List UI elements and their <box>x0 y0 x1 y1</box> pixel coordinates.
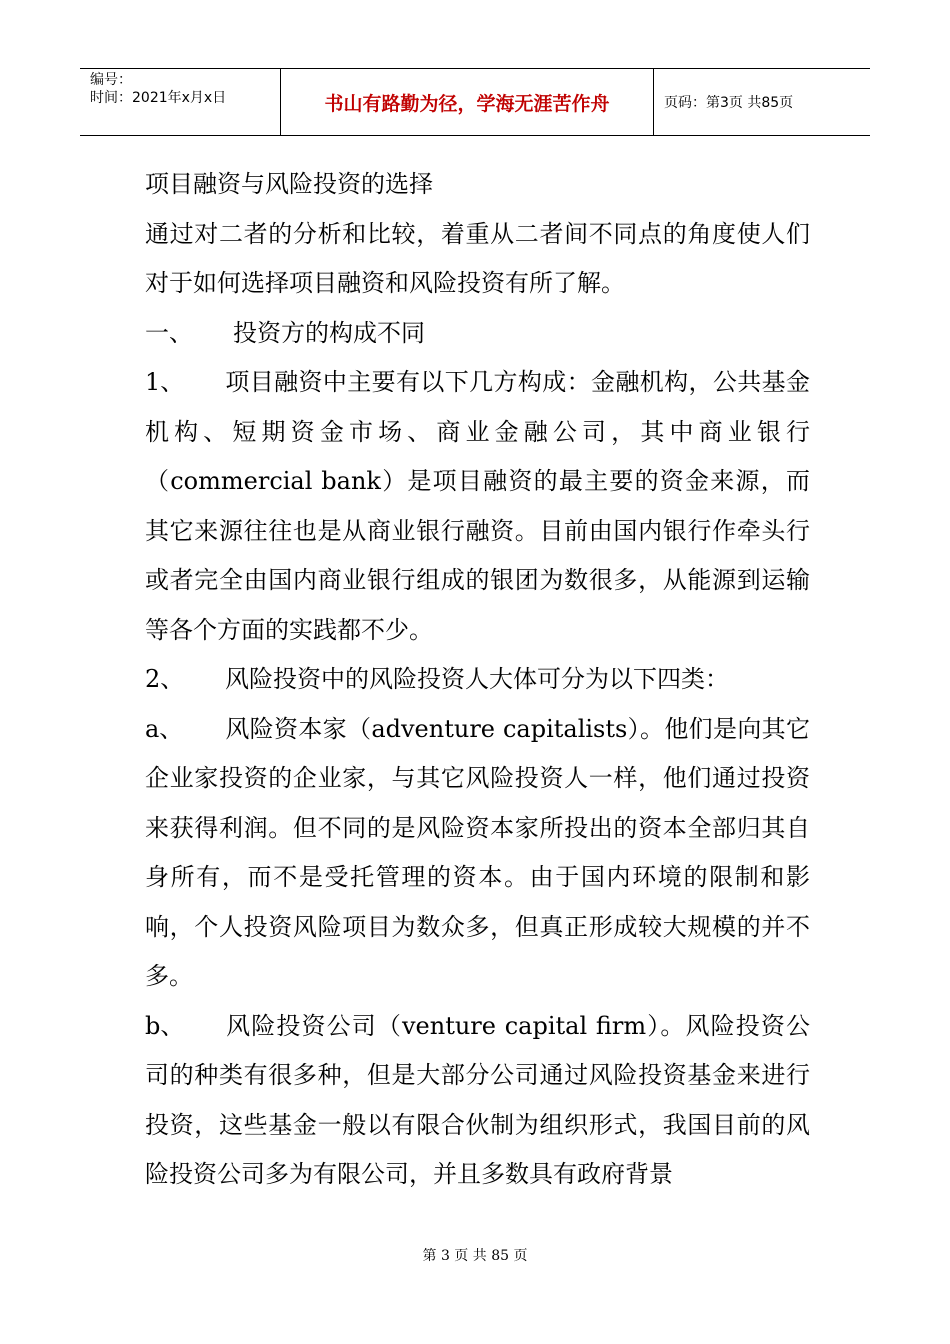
document-body <box>145 160 810 1200</box>
section-heading-1 <box>145 309 810 359</box>
list-item-b <box>145 1002 810 1200</box>
motto-text: 书山有路勤为径，学海无涯苦作舟 <box>324 92 610 115</box>
intro-paragraph: 通过对二者的分析和比较，着重从二者间不同点的角度使人们对于如何选择项目融资和风险投资有所了解。 <box>145 219 810 297</box>
list-item-2 <box>145 655 810 705</box>
section-number: 一、 <box>145 318 193 347</box>
section-title: 投资方的构成不同 <box>233 318 425 347</box>
list-item-number: 1、 <box>145 368 185 396</box>
list-item-text: 项目融资中主要有以下几方构成：金融机构，公共基金机构、短期资金市场、商业金融公司，其中商业银行（commercial bank）是项目融资的最主要的资金来源，而其它来源往往也是从商业银行融资。目前由国内银行作牵头行或者完全由国内商业银行组成的银团为数很多，从能源到运输等各个方面的实践都不少。 <box>145 368 810 644</box>
list-item-number: 2、 <box>145 665 185 693</box>
page-footer: 第 3 页 共 85 页 <box>422 1248 528 1264</box>
list-item-number: a、 <box>145 714 184 743</box>
list-item-1 <box>145 358 810 655</box>
list-item-text: 风险投资中的风险投资人大体可分为以下四类： <box>225 665 729 693</box>
list-item-text: 风险资本家（adventure capitalists）。他们是向其它企业家投资的企业家，与其它风险投资人一样，他们通过投资来获得利润。但不同的是风险资本家所投出的资本全部归其自身所有，而不是受托管理的资本。由于国内环境的限制和影响，个人投资风险项目为数众多，但真正形成较大规模的并不多。 <box>145 714 810 990</box>
page-info: 页码：第3页 共85页 <box>664 95 794 111</box>
header-meta-cell <box>80 69 281 135</box>
document-header <box>80 68 870 136</box>
header-page-cell <box>654 69 870 135</box>
list-item-text: 风险投资公司（venture capital firm）。风险投资公司的种类有很多种，但是大部分公司通过风险投资基金来进行投资，这些基金一般以有限合伙制为组织形式，我国目前的风险投资公司多为有限公司，并且多数具有政府背景 <box>145 1011 810 1188</box>
header-motto-cell <box>281 69 654 135</box>
serial-number-label: 编号： <box>90 72 132 88</box>
list-item-number: b、 <box>145 1011 185 1040</box>
list-item-a <box>145 705 810 1002</box>
document-title: 项目融资与风险投资的选择 <box>145 170 433 198</box>
date-line: 时间：2021年x月x日 <box>90 90 227 106</box>
